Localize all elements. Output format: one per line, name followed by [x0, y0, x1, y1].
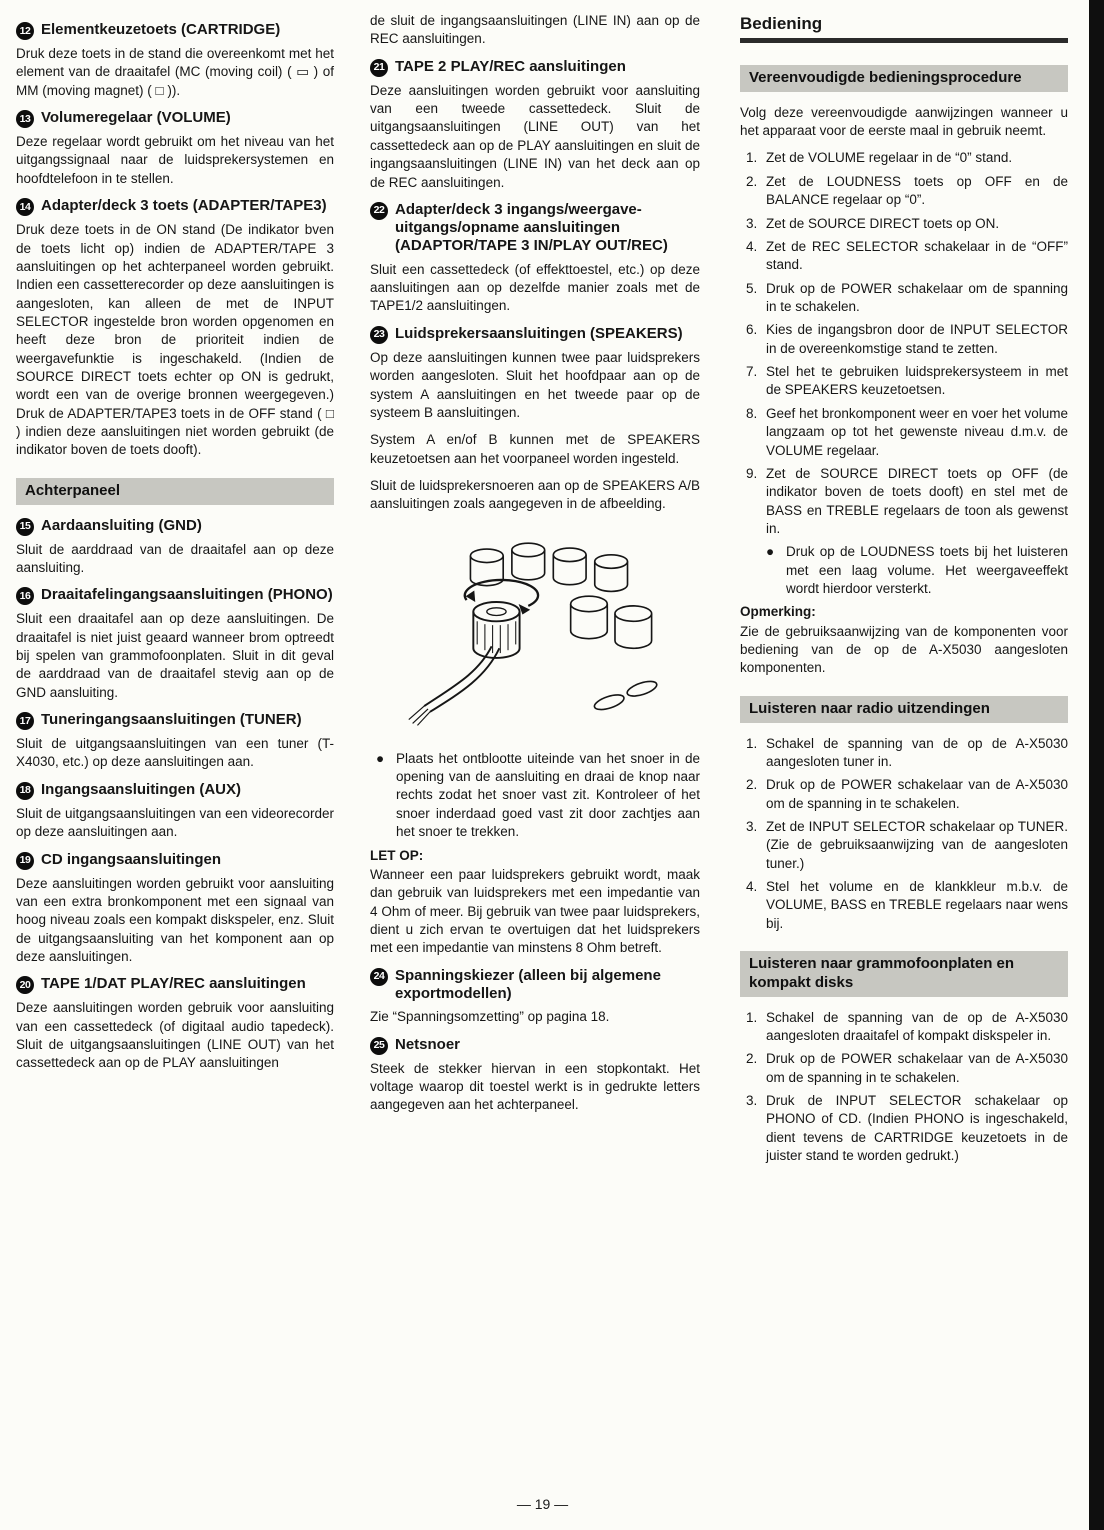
section-12-cartridge	[16, 21, 334, 100]
list-text: Kies de ingangsbron door de INPUT SELECTOR in de overeenkomstige stand te zetten.	[766, 322, 1068, 356]
section-paragraph: Deze regelaar wordt gebruikt om het niveau van het uitgangssignaal naar de luidsprekersystemen en hoofdtelefoon in te stellen.	[16, 134, 334, 186]
section-21-tape2	[370, 58, 700, 192]
bullet-text: Plaats het ontblootte uiteinde van het snoer in de opening van de aansluiting en draai de knop naar rechts zodat het snoer vast zit. Kontroleer of het snoer inderdaad goed vast zit door zachtjes aan het snoer te trekken.	[396, 750, 700, 840]
section-title: Aardaansluiting (GND)	[41, 516, 202, 534]
section-heading	[370, 201, 700, 256]
list-number: 3.	[746, 215, 758, 231]
heading-simplified-procedure: Vereenvoudigde bedieningsprocedure	[740, 65, 1068, 92]
bullet-item	[376, 750, 700, 842]
section-heading	[16, 517, 334, 536]
section-heading	[16, 711, 334, 730]
section-number-icon: 18	[16, 782, 34, 800]
section-paragraph: Zie “Spanningsomzetting” op pagina 18.	[370, 1009, 610, 1025]
section-25-power-cord	[370, 1036, 700, 1115]
section-heading	[370, 967, 700, 1004]
list-number: 5.	[746, 280, 758, 296]
section-paragraph: Druk deze toets in de ON stand (De indikator bven de toets licht op) indien de ADAPTER/TAPE 3 aansluitingen op het achterpaneel worden gebruikt. Indien een cassetterecorder op deze aansluitingen is aangesloten, kan alleen de met de INPUT SELECTOR ingestelde bron worden opgenomen en heeft deze bron de prioriteit indien de weergavefunktie is ingeschakeld. (Indien de SOURCE DIRECT toets echter op ON is gedrukt, wordt een van de overige bronnen weergegeven.) Druk de ADAPTER/TAPE3 toets in de OFF stand ( □ ) indien deze aansluitingen niet worden gebruikt (de indikator boven de toets dooft).	[16, 222, 334, 458]
section-paragraph: Deze aansluitingen worden gebruik voor aansluiting van een cassettedeck (of digitaal audio tapedeck). Sluit de uitgangsaansluitingen (LINE OUT) van het cassettedeck aan op de PLAY aansluitingen	[16, 1000, 334, 1071]
list-item	[740, 173, 1068, 210]
section-heading	[16, 781, 334, 800]
section-24-voltage-selector	[370, 967, 700, 1027]
section-paragraph: Sluit een draaitafel aan op deze aansluitingen. De draaitafel is niet juist geaard wanneer brom optreedt bij spelen van grammofoonplaten. Sluit in dit geval de aarddraad van de draaitafel stevig aan op de GND aansluiting.	[16, 611, 334, 700]
section-number-icon: 17	[16, 712, 34, 730]
section-number-icon: 23	[370, 326, 388, 344]
page-number: — 19 —	[516, 1496, 569, 1512]
speaker-connection-figure	[370, 523, 700, 740]
section-paragraph: Sluit een cassettedeck (of effekttoestel, etc.) op deze aansluitingen aan op dezelfde manier zoals met de TAPE1/2 aansluitingen.	[370, 261, 700, 314]
section-paragraph: Sluit de uitgangsaansluitingen van een videorecorder op deze aansluitingen aan.	[16, 805, 334, 840]
speaker-terminal-illustration	[385, 523, 685, 735]
list-number: 3.	[746, 819, 758, 834]
list-item	[740, 1050, 1068, 1087]
list-text: Schakel de spanning van de op de A-X5030 aangesloten tuner in.	[766, 735, 1068, 769]
section-heading	[16, 197, 334, 216]
section-paragraph: Sluit de aarddraad van de draaitafel aan op deze aansluiting.	[16, 541, 334, 575]
continuation-paragraph: de sluit de ingangsaansluitingen (LINE IN) aan op de REC aansluitingen.	[370, 13, 700, 47]
section-15-gnd	[16, 517, 334, 578]
section-title: TAPE 2 PLAY/REC aansluitingen	[395, 57, 626, 75]
list-text: Geef het bronkomponent weer en voer het volume langzaam op tot het gewenste niveau d.m.v. de VOLUME regelaar.	[766, 405, 1068, 458]
note-label: Opmerking:	[740, 604, 816, 620]
list-number: 4.	[746, 879, 758, 895]
list-item	[740, 405, 1068, 460]
section-title: Ingangsaansluitingen (AUX)	[41, 780, 242, 798]
list-number: 1.	[746, 1009, 758, 1025]
section-23-speakers	[370, 325, 700, 514]
list-item	[740, 465, 1068, 538]
section-number-icon: 25	[370, 1037, 388, 1055]
column-right	[740, 12, 1068, 1171]
section-paragraph: Druk deze toets in de stand die overeenkomt met het element van de draaitafel (MC (moving coil) ( ▭ ) of MM (moving magnet) ( □ )).	[16, 46, 334, 98]
section-19-cd	[16, 851, 334, 967]
procedure-intro: Volg deze vereenvoudigde aanwijzingen wanneer u het apparaat voor de eerste maal in gebruik neemt.	[740, 104, 1068, 139]
heading-bediening	[740, 14, 1068, 43]
heading-listen-radio: Luisteren naar radio uitzendingen	[740, 696, 1068, 723]
speaker-wire	[409, 646, 500, 725]
list-number: 6.	[746, 322, 758, 338]
section-number-icon: 14	[16, 198, 34, 216]
section-title: Elementkeuzetoets (CARTRIDGE)	[41, 21, 281, 38]
section-heading	[370, 325, 700, 344]
section-heading	[370, 58, 700, 77]
list-number: 1.	[746, 735, 758, 751]
column-middle	[370, 12, 700, 1124]
note-text: Zie de gebruiksaanwijzing van de komponenten voor bediening van de op de A-X5030 aangesloten komponenten.	[740, 623, 1068, 676]
list-text: Schakel de spanning van de op de A-X5030 aangesloten draaitafel of kompakt diskspeler in.	[766, 1009, 1068, 1044]
list-item	[740, 878, 1068, 933]
scan-edge-artifact	[1089, 0, 1104, 1530]
section-18-aux	[16, 781, 334, 842]
list-text: Stel het volume en de klankkleur m.b.v. de VOLUME, BASS en TREBLE regelaars naar wens bij.	[766, 879, 1068, 931]
section-number-icon: 19	[16, 852, 34, 870]
bullet-icon: ●	[766, 544, 775, 560]
list-number: 8.	[746, 405, 758, 421]
section-title: Netsnoer	[395, 1035, 461, 1053]
list-number: 1.	[746, 150, 758, 166]
list-item	[740, 1009, 1068, 1046]
section-number-icon: 20	[16, 976, 34, 994]
list-number: 3.	[746, 1093, 758, 1109]
section-paragraph: Sluit de uitgangsaansluitingen van een tuner (T-X4030, etc.) op deze aansluitingen aan.	[16, 736, 334, 770]
list-text: Druk op de POWER schakelaar om de spanning in te schakelen.	[766, 280, 1068, 314]
section-number-icon: 15	[16, 518, 34, 536]
list-item	[740, 1092, 1068, 1165]
bullet-item	[766, 543, 1068, 598]
column-left	[16, 12, 334, 1082]
bullet-text: Druk op de LOUDNESS toets bij het luisteren met een laag volume. Het weergaveeffekt wordt hierdoor versterkt.	[786, 544, 1068, 597]
section-number-icon: 21	[370, 59, 388, 77]
section-paragraph: Deze aansluitingen worden gebruikt voor aansluiting van een extra bronkomponent met een signaal van hoog niveau zoals een kompakt diskspeler, enz. Sluit de uitgangsaansluiting van het komponent aan op deze aansluitingen.	[16, 875, 334, 964]
list-item	[740, 818, 1068, 873]
section-20-tape1-dat	[16, 975, 334, 1072]
list-item	[740, 321, 1068, 358]
section-title: Adapter/deck 3 toets (ADAPTER/TAPE3)	[41, 197, 327, 215]
section-number-icon: 12	[16, 22, 34, 40]
list-item	[740, 149, 1068, 167]
list-number: 9.	[746, 465, 758, 481]
section-14-adapter-tape3	[16, 197, 334, 460]
list-text: Zet de SOURCE DIRECT toets op ON.	[766, 215, 1000, 231]
list-text: Zet de INPUT SELECTOR schakelaar op TUNER. (Zie de gebruiksaanwijzing van de aangesloten tuner.)	[766, 819, 1068, 871]
section-title: TAPE 1/DAT PLAY/REC aansluitingen	[41, 975, 306, 993]
list-item	[740, 735, 1068, 772]
section-13-volume	[16, 109, 334, 188]
list-text: Zet de VOLUME regelaar in de “0” stand.	[766, 150, 1013, 166]
section-heading	[16, 21, 334, 40]
section-paragraph: Sluit de luidsprekersnoeren aan op de SPEAKERS A/B aansluitingen zoals aangegeven in de afbeelding.	[370, 478, 700, 512]
list-number: 7.	[746, 364, 758, 380]
section-paragraph: System A en/of B kunnen met de SPEAKERS keuzetoetsen aan het voorpaneel worden ingesteld.	[370, 432, 700, 466]
heading-underline	[740, 38, 1068, 43]
list-text: Druk de INPUT SELECTOR schakelaar op PHONO of CD. (Indien PHONO is ingeschakeld, dient tevens de CARTRIDGE keuzetoets in de juister stand te worden gedrukt.)	[766, 1093, 1068, 1164]
section-title: Draaitafelingangsaansluitingen (PHONO)	[41, 586, 333, 604]
section-title: Adapter/deck 3 ingangs/weergave-uitgangs/opname aansluitingen (ADAPTOR/TAPE 3 IN/PLAY OUT/REC)	[395, 200, 668, 255]
list-text: Zet de SOURCE DIRECT toets op OFF (de indikator boven de toets dooft) en stel met de BASS en TREBLE regelaars de toon als gewenst in.	[766, 465, 1068, 536]
list-item	[740, 776, 1068, 813]
list-number: 2.	[746, 1051, 758, 1067]
section-17-tuner	[16, 711, 334, 772]
bullet-icon: ●	[376, 750, 385, 766]
list-number: 2.	[746, 777, 758, 793]
section-paragraph: Steek de stekker hiervan in een stopkontakt. Het voltage waarop dit toestel werkt is in gedrukte letters aangegeven aan het achterpaneel.	[370, 1060, 700, 1113]
list-text: Druk op de POWER schakelaar van de A-X5030 om de spanning in te schakelen.	[766, 777, 1068, 811]
section-number-icon: 16	[16, 587, 34, 605]
heading-listen-records-cd: Luisteren naar grammofoonplaten en kompakt disks	[740, 951, 1068, 997]
section-paragraph: Deze aansluitingen worden gebruikt voor aansluiting van een tweede cassettedeck. Sluit de uitgangsaansluitingen (LINE OUT) van het cassettedeck aan op de PLAY aansluitingen en sluit de ingangsaansluitingen (LINE IN) van het deck aan op de REC aansluitingen.	[370, 82, 700, 190]
list-item	[740, 280, 1068, 317]
list-item	[740, 215, 1068, 233]
section-heading	[16, 109, 334, 128]
section-heading	[16, 851, 334, 870]
heading-text: Bediening	[740, 14, 823, 33]
section-heading	[370, 1036, 700, 1055]
list-item	[740, 238, 1068, 275]
list-text: Zet de LOUDNESS toets op OFF en de BALANCE regelaar op “0”.	[766, 173, 1068, 208]
section-title: CD ingangsaansluitingen	[41, 850, 222, 868]
list-number: 2.	[746, 173, 758, 189]
list-number: 4.	[746, 238, 758, 254]
section-heading	[16, 975, 334, 994]
section-title: Tuneringangsaansluitingen (TUNER)	[41, 711, 302, 729]
section-22-adaptor-tape3-io	[370, 201, 700, 316]
list-text: Zet de REC SELECTOR schakelaar in de “OFF” stand.	[766, 238, 1068, 273]
section-number-icon: 22	[370, 202, 388, 220]
list-item	[740, 363, 1068, 400]
section-title: Spanningskiezer (alleen bij algemene exportmodellen)	[395, 966, 661, 1002]
section-heading	[16, 586, 334, 605]
active-terminal-knob	[473, 602, 519, 658]
list-text: Stel het te gebruiken luidsprekersysteem in met de SPEAKERS keuzetoetsen.	[766, 364, 1068, 398]
section-number-icon: 24	[370, 968, 388, 986]
section-16-phono	[16, 586, 334, 702]
section-title: Luidsprekersaansluitingen (SPEAKERS)	[395, 324, 683, 342]
caution-label: LET OP:	[370, 847, 424, 863]
caution-text: Wanneer een paar luidsprekers gebruikt wordt, maak dan gebruik van luidsprekers met een impedantie van 4 Ohm of meer. Bij gebruik van twee paar luidsprekers, dient u zich ervan te overtuigen dat het luidsprekers met een impedantie van minstens 8 Ohm betreft.	[370, 866, 700, 956]
list-text: Druk op de POWER schakelaar van de A-X5030 om de spanning in te schakelen.	[766, 1051, 1068, 1085]
heading-achterpaneel: Achterpaneel	[16, 478, 334, 505]
section-paragraph: Op deze aansluitingen kunnen twee paar luidsprekers worden aangesloten. Sluit het hoofdpaar aan op de system A aansluitingen en het tweede paar op de systeem B aansluitingen.	[370, 349, 700, 420]
section-title: Volumeregelaar (VOLUME)	[41, 109, 231, 127]
section-number-icon: 13	[16, 110, 34, 128]
